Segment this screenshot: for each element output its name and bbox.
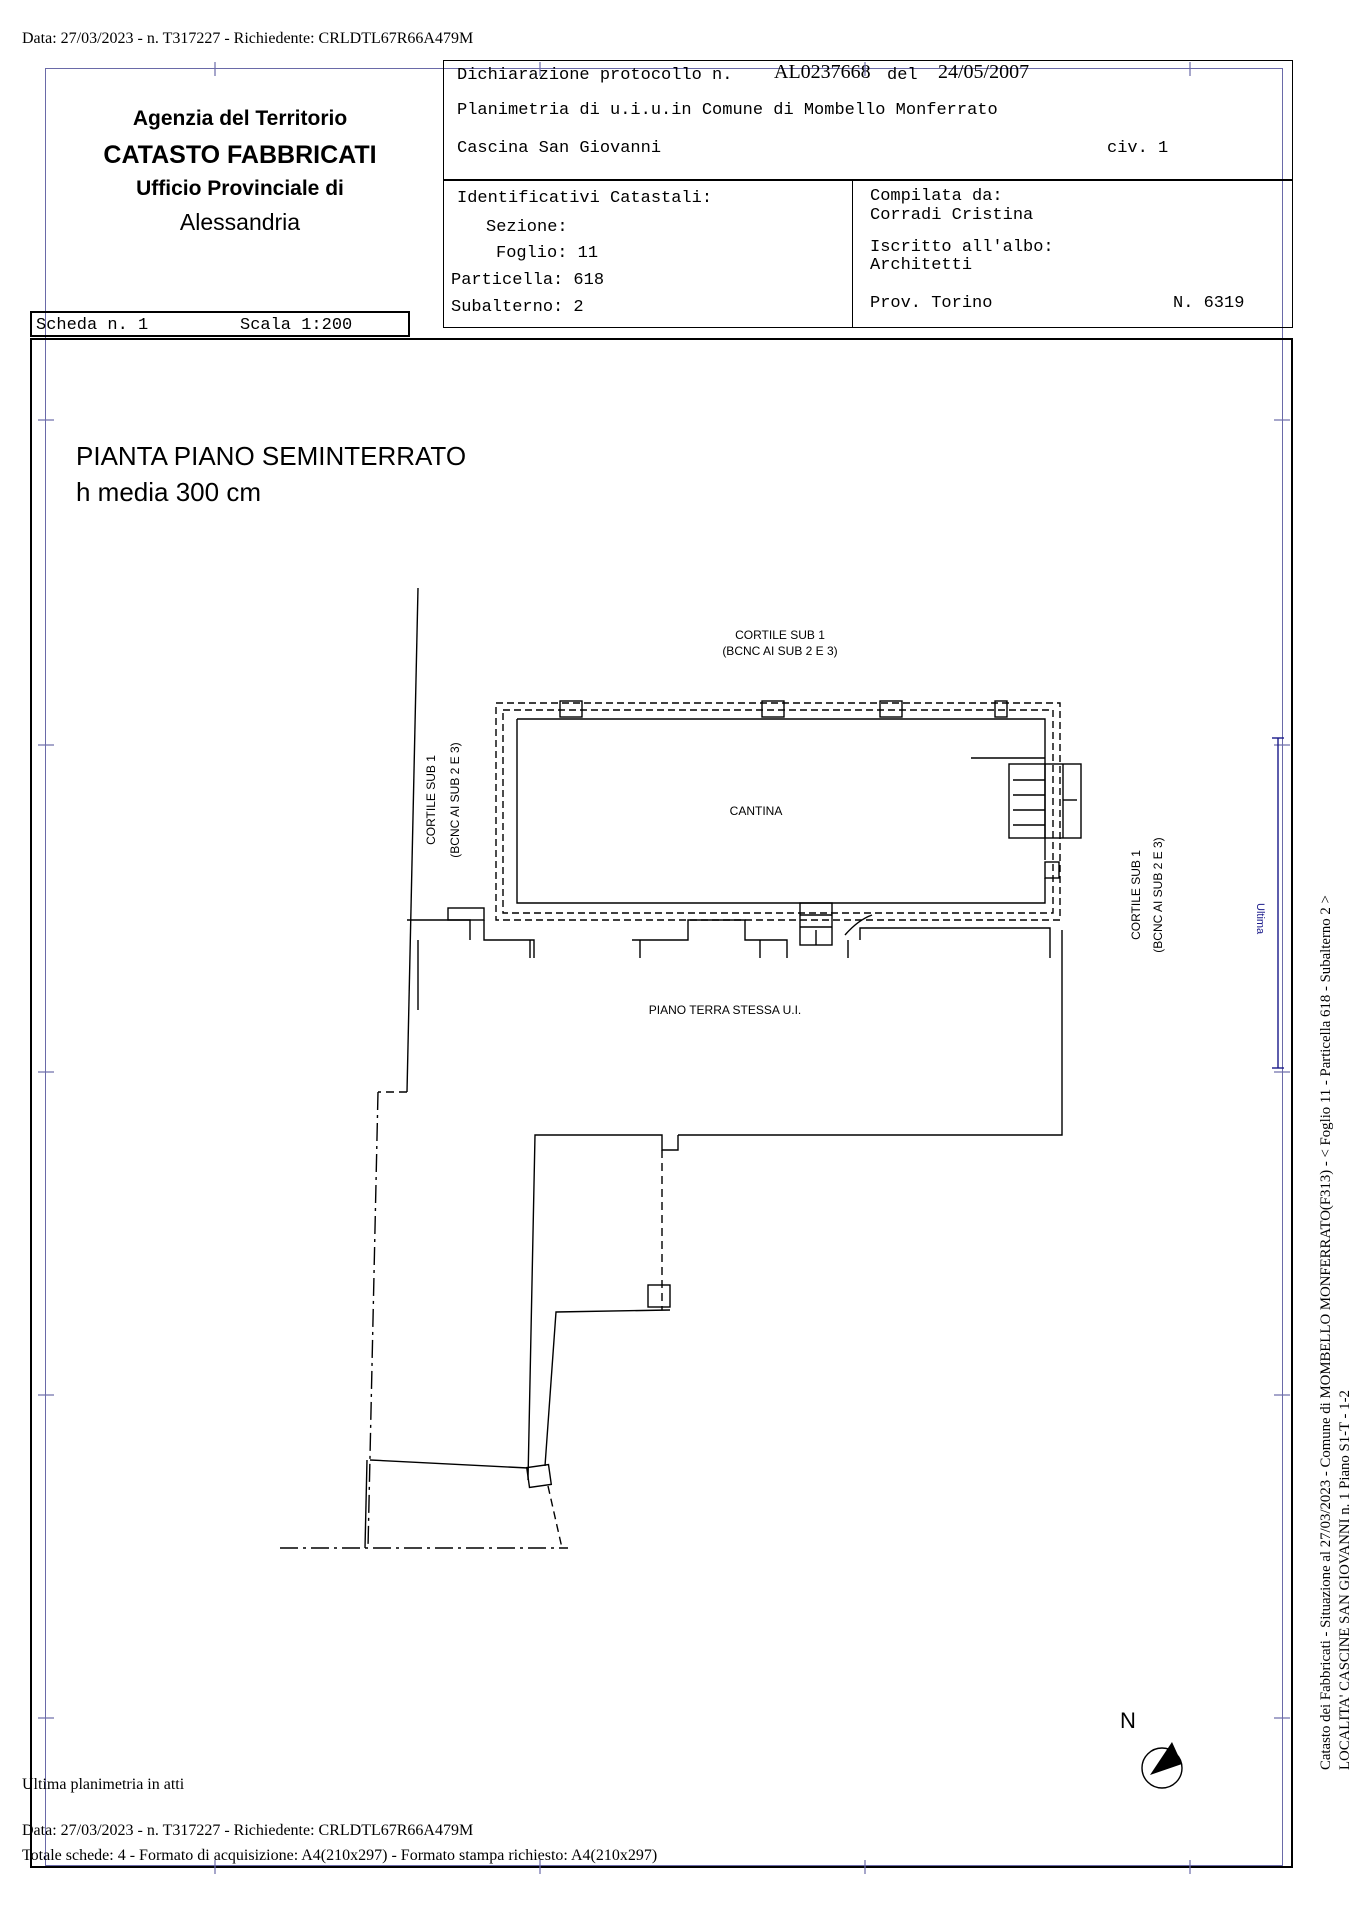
left-boundary-line: [407, 588, 418, 1092]
planimetria-title: Planimetria di u.i.u.in Comune di Mombello Monferrato: [457, 101, 998, 120]
sezione: Sezione:: [486, 218, 568, 237]
piano-terra-label: PIANO TERRA STESSA U.I.: [648, 1003, 802, 1017]
province: Prov. Torino: [870, 294, 993, 313]
subalterno: Subalterno: 2: [451, 298, 584, 317]
declaration-del-label: del: [887, 66, 918, 85]
compilata-name: Corradi Cristina: [870, 206, 1034, 225]
left-opening: [448, 908, 484, 920]
scheda-number: Scheda n. 1: [36, 316, 149, 335]
foglio: Foglio: 11: [496, 244, 599, 263]
stamp-mark: Ultima: [1254, 903, 1266, 935]
particella: Particella: 618: [451, 271, 605, 290]
office-line-4: Alessandria: [179, 209, 301, 235]
side-caption-line-1: Catasto dei Fabbricati - Situazione al 27/03/2023 - Comune di MOMBELLO MONFERRATO(F313) - < Foglio 11 - Particella 618 - Subalterno 2 >: [1318, 895, 1334, 1770]
compilata-label: Compilata da:: [870, 187, 1003, 206]
address: Cascina San Giovanni: [457, 139, 662, 158]
footer-data: Data: 27/03/2023 - n. T317227 - Richiedente: CRLDTL67R66A479M: [22, 1822, 474, 1839]
north-label: N: [1120, 1708, 1136, 1733]
albo-value: Architetti: [870, 256, 973, 275]
footer-totale: Totale schede: 4 - Formato di acquisizione: A4(210x297) - Formato stampa richiesto: A4(210x297): [22, 1847, 658, 1864]
office-line-1: Agenzia del Territorio: [132, 107, 348, 130]
cortile-left-label-1: CORTILE SUB 1: [424, 755, 438, 845]
top-request-line: Data: 27/03/2023 - n. T317227 - Richiedente: CRLDTL67R66A479M: [22, 30, 474, 47]
north-arrow-icon: [1142, 1742, 1182, 1788]
scale: Scala 1:200: [240, 316, 353, 335]
albo-label: Iscritto all'albo:: [870, 238, 1054, 257]
declaration-label: Dichiarazione protocollo n.: [457, 66, 733, 85]
cantina-room-top: [517, 719, 1045, 860]
side-caption-line-2: LOCALITA' CASCINE SAN GIOVANNI n. 1 Piano S1-T - 1-2: [1337, 1390, 1353, 1770]
cortile-top-label-1: CORTILE SUB 1: [735, 628, 825, 642]
cortile-right-label-1: CORTILE SUB 1: [1129, 850, 1143, 940]
plan-height: h media 300 cm: [76, 477, 261, 507]
registration-number: N. 6319: [1173, 294, 1245, 313]
small-pillar: [648, 1285, 670, 1307]
plan-title: PIANTA PIANO SEMINTERRATO: [76, 441, 467, 471]
footer-ultima: Ultima planimetria in atti: [22, 1776, 185, 1793]
declaration-date: 24/05/2007: [938, 61, 1030, 83]
declaration-number: AL0237668: [774, 61, 871, 83]
cantina-label: CANTINA: [729, 804, 783, 818]
cortile-right-label-2: (BCNC AI SUB 2 E 3): [1151, 837, 1165, 953]
office-line-2: CATASTO FABBRICATI: [103, 141, 377, 169]
stamp-bracket: [1272, 738, 1284, 1068]
office-line-3: Ufficio Provinciale di: [136, 177, 344, 200]
stair-small-block: [1045, 862, 1059, 878]
piano-terra-wall: [407, 920, 470, 940]
frame-tick-marks: [38, 62, 1290, 1874]
cortile-left-label-2: (BCNC AI SUB 2 E 3): [448, 742, 462, 858]
identificativi-title: Identificativi Catastali:: [457, 189, 713, 208]
civic-number: civ. 1: [1107, 139, 1169, 158]
small-pillar-2: [527, 1465, 552, 1488]
door-swing: [845, 915, 872, 935]
cortile-top-label-2: (BCNC AI SUB 2 E 3): [722, 644, 838, 658]
